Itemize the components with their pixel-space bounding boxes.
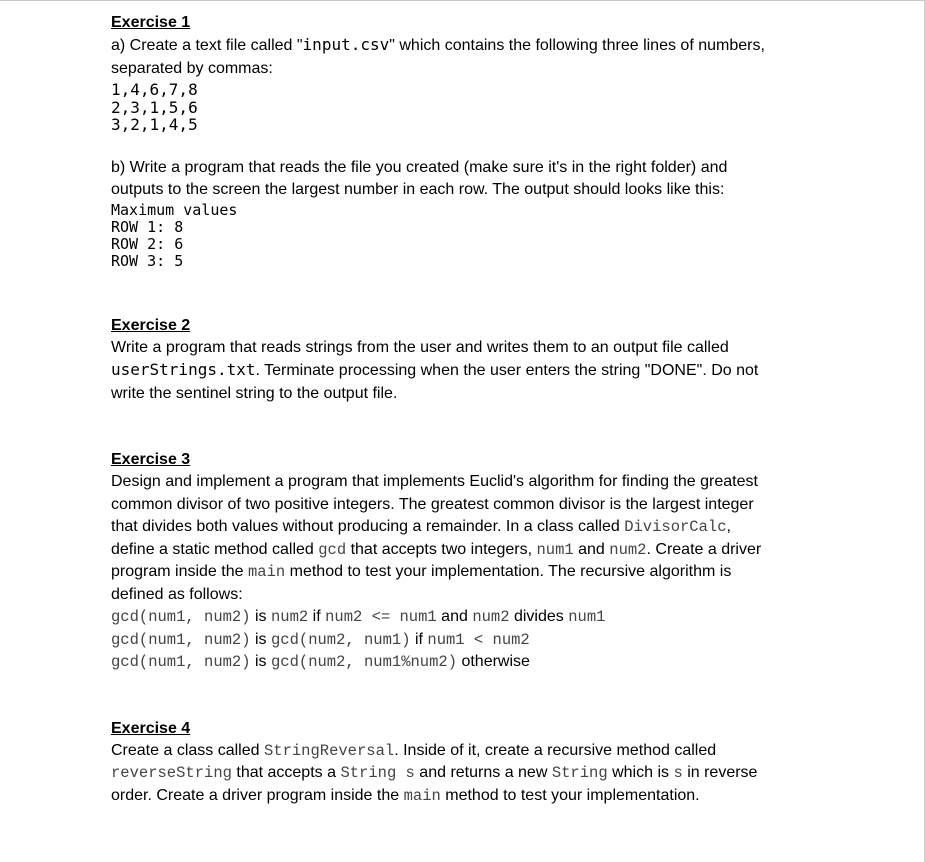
code-num1: num1 [536,540,574,559]
code-run: num1 [568,608,606,626]
code-gcd: gcd [318,540,347,559]
csv-line: 1,4,6,7,8 [111,80,198,99]
text-run: program inside the [111,563,248,580]
text-run: define a static method called [111,540,319,558]
code-run: gcd(num2, num1%num2) [270,653,458,671]
text-run: is [250,608,271,625]
text-run: separated by commas: [111,59,273,77]
code-reversestring: reverseString [111,764,232,782]
gcd-algorithm [111,606,831,674]
text-run: " which contains the following three lines of numbers, [389,37,765,54]
text-run: in reverse [682,764,758,781]
text-run: method to test your implementation. [440,786,700,804]
text-run: outputs to the screen the largest number in each row. The output should looks like this: [111,181,725,198]
text-run: is [250,630,271,648]
code-main: main [403,786,441,805]
text-run: defined as follows: [111,585,243,603]
text-run: and [436,608,473,625]
text-run: . Inside of it, create a recursive method called [394,741,717,759]
text-run: b) Write a program that reads the file you created (make sure it's in the right folder) and [111,158,728,176]
code-run: gcd(num1, num2) [111,608,251,626]
algorithm-rule [111,651,831,674]
csv-line: 3,2,1,4,5 [111,115,198,134]
text-run: a) Create a text file called " [111,37,303,54]
exercise-3-text [111,471,831,606]
text-run: . Create a driver [646,540,762,558]
output-line: ROW 1: 8 [111,217,184,236]
sample-output [111,202,831,270]
text-run: that accepts two integers, [346,540,537,558]
text-run: write the sentinel string to the output file. [111,384,398,402]
document-body [111,12,831,807]
text-run: . Terminate processing when the user enters the string "DONE". Do not [255,362,759,379]
filename-input-csv: input.csv [302,35,390,54]
text-run: divides [509,608,569,625]
algorithm-rule [111,606,831,629]
code-stringreversal: StringReversal [263,741,395,760]
code-num2: num2 [609,540,647,559]
code-run: num2 [270,608,309,626]
text-run: otherwise [457,653,530,670]
text-run: common divisor of two positive integers. The greatest common divisor is the largest integer [111,495,754,513]
exercise-2-text [111,337,831,406]
exercise-3 [111,449,831,674]
text-run: method to test your implementation. The recursive algorithm is [285,563,732,580]
spacer [111,270,831,315]
top-border [0,0,925,1]
code-run: num2 [472,608,510,626]
spacer [111,674,831,718]
exercise-4-heading: Exercise 4 [111,719,191,737]
code-run: gcd(num2, num1) [270,630,411,649]
csv-lines [111,81,831,134]
exercise-1a-text [111,34,831,80]
text-run: Write a program that reads strings from the user and writes them to an output file called [111,338,729,356]
code-run: gcd(num1, num2) [111,653,251,671]
code-s: s [673,764,683,782]
text-run: which is [607,764,674,781]
code-run: gcd(num1, num2) [111,630,251,649]
code-main: main [247,563,286,581]
exercise-4-text [111,740,831,808]
exercise-2-heading: Exercise 2 [111,316,191,334]
output-line: ROW 2: 6 [111,234,184,253]
text-run: , [726,518,731,535]
exercise-1 [111,12,831,270]
text-run: Design and implement a program that implements Euclid's algorithm for finding the greatest [111,473,758,490]
text-run: if [308,608,326,625]
output-line: Maximum values [111,200,238,219]
exercise-1-heading: Exercise 1 [111,14,191,31]
exercise-1b-text [111,157,831,202]
text-run: if [410,630,428,648]
text-run: that divides both values without producing a remainder. In a class called [111,518,625,535]
code-string: String [551,764,608,782]
text-run: Create a class called [111,741,264,759]
exercise-3-heading: Exercise 3 [111,451,191,468]
filename-userstrings: userStrings.txt [111,360,256,379]
output-line: ROW 3: 5 [111,251,184,270]
exercise-2 [111,315,831,406]
code-run: num2 <= num1 [325,608,437,626]
text-run: that accepts a [231,764,341,781]
spacer [111,134,831,157]
exercise-4 [111,718,831,808]
spacer [111,405,831,449]
text-run: is [250,653,271,670]
algorithm-rule [111,629,831,652]
text-run: and returns a new [414,764,552,781]
code-divisorcalc: DivisorCalc [624,518,727,536]
text-run: order. Create a driver program inside the [111,786,404,804]
code-string-s: String s [340,764,415,782]
csv-line: 2,3,1,5,6 [111,97,198,117]
code-run: num1 < num2 [427,630,530,649]
text-run: and [573,540,610,558]
